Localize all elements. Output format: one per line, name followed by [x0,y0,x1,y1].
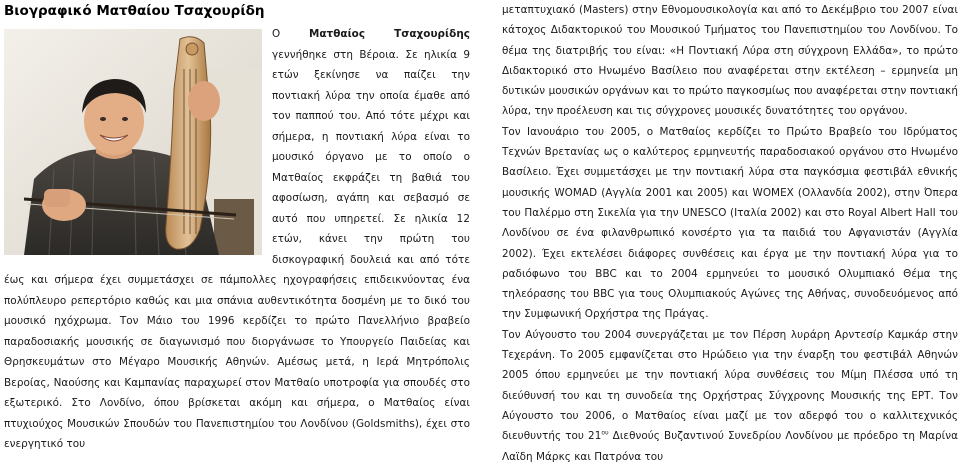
paragraph-awards: Τον Ιανουάριο του 2005, ο Ματθαίος κερδίζει το Πρώτο Βραβείο του Ιδρύματος Τεχνών Βρετανίας ως ο καλύτερος ερμηνευτής παραδοσιακού οργάνου στο Ηνωμένο Βασίλειο. Έχει συμμετάσχει με την ποντιακή λύρα στα παγκόσμια φεστιβάλ εθνικής μουσικής WOMAD (Αγγλία 2001 και 2005) και WOMEX (Ολλανδία 2002), στην Όπερα του Παλέρμο στη Σικελία για την UNESCO (Ιταλία 2002) και στο Royal Albert Hall του Λονδίνου σε ένα φιλανθρωπικό κονσέρτο για τα παιδιά του Αφγανιστάν (Αγγλία 2002). Έχει εκτελέσει διάφορες συνθέσεις και έργα με την ποντιακή λύρα για το ραδιόφωνο του BBC και το 2004 ερμηνεύει το μουσικό Ολυμπιακό Θέμα της τηλεόρασης του BBC για τους Ολυμπιακούς Αγώνες της Αθήνας, συνοδευόμενος από την Συμφωνική Ορχήστρα της Πράγας. [502,125,958,321]
collaborations-text: Τον Αύγουστο του 2004 συνεργάζεται με τον Πέρση λυράρη Αρντεσίρ Καμκάρ στην Τεχεράνη. Το 2005 εμφανίζεται στο Ηρώδειο για την έναρξη του φεστιβάλ Αθηνών 2005 όπου ερμηνεύει με την ποντιακή λύρα συνθέσεις του Μίμη Πλέσσα υπό τη διεύθυνσή του και τη συνοδεία της Ορχήστρας Σύγχρονης Μουσικής της ΕΡΤ. Τον Αύγουστο του 2006, ο Ματθαίος είναι μαζί με τον αδερφό του ο καλλιτεχνικός διευθυντής του 21 [502,328,958,443]
page-title: Βιογραφικό Ματθαίου Τσαχουρίδη [4,3,265,19]
paragraph-collaborations [502,325,958,467]
collaborations-text-end: Διεθνούς Βυζαντινού Συνεδρίου Λονδίνου με πρόεδρο τη Μαρίνα Λαϊδη Μάρκς και Πατρόνα του [502,430,958,463]
musician-name: Ματθαίος Τσαχουρίδης [308,28,470,40]
ordinal-superscript: ου [601,429,609,437]
paragraph-education: μεταπτυχιακό (Masters) στην Εθνομουσικολογία και από το Δεκέμβριο του 2007 είναι κάτοχος Διδακτορικού του Μουσικού Τμήματος του Πανεπιστημίου του Λονδίνου. Το θέμα της διατριβής του είναι: «Η Ποντιακή Λύρα στη σύγχρονη Ελλάδα», το πρώτο Διδακτορικό στο Ηνωμένο Βασίλειο που αναφέρεται στην εκτέλεση – ερμηνεία μη δυτικών μουσικών οργάνων και το πρώτο παγκοσμίως που αναφέρεται στην ποντιακή λύρα, την προέλευση και τις σύγχρονες μουσικές δυνατότητες του οργάνου. [502,4,958,118]
right-column [502,0,958,463]
left-body-text: γεννήθηκε στη Βέροια. Σε ηλικία 9 ετών ξεκίνησε να παίζει την ποντιακή λύρα την οποία έμαθε από τον παππού του. Από τότε μέχρι και σήμερα, η ποντιακή λύρα είναι το μουσικό όργανο με το οποίο ο Ματθαίος εκφράζει τη βαθιά του αφοσίωση, αγάπη και σεβασμό σε αυτό που υπηρετεί. Σε ηλικία 12 ετών, κάνει την πρώτη του δισκογραφική δουλειά και από τότε έως και σήμερα έχει συμμετάσχει σε πάμπολλες ηχογραφήσεις επιδεικνύοντας ένα πολύπλευρο ρεπερτόριο καθώς και μια σπάνια αυθεντικότητα δοσμένη με το δικό του μουσικό ηχόχρωμα. Τον Μάιο του 1996 κερδίζει το πρώτο Πανελλήνιο βραβείο παραδοσιακής μουσικής σε διαγωνισμό που διοργάνωσε το Υπουργείο Παιδείας και Θρησκευμάτων στο Μέγαρο Μουσικής Αθηνών. Αμέσως μετά, η Ιερά Μητρόπολις Βεροίας, Ναούσης και Καμπανίας παραχωρεί στον Ματθαίο υποτροφία για σπουδές στο εξωτερικό. Στο Λονδίνο, όπου βρίσκεται ακόμη και σήμερα, ο Ματθαίος είναι πτυχιούχος Μουσικών Σπουδών του Πανεπιστημίου του Λονδίνου (Goldsmiths), έχει στο ενεργητικό του [4,48,470,450]
intro-o: Ο [272,28,309,40]
portrait-photo [4,29,262,255]
left-column [4,0,470,450]
portrait-with-lyra-icon [4,29,262,255]
biography-left-text [4,24,470,455]
